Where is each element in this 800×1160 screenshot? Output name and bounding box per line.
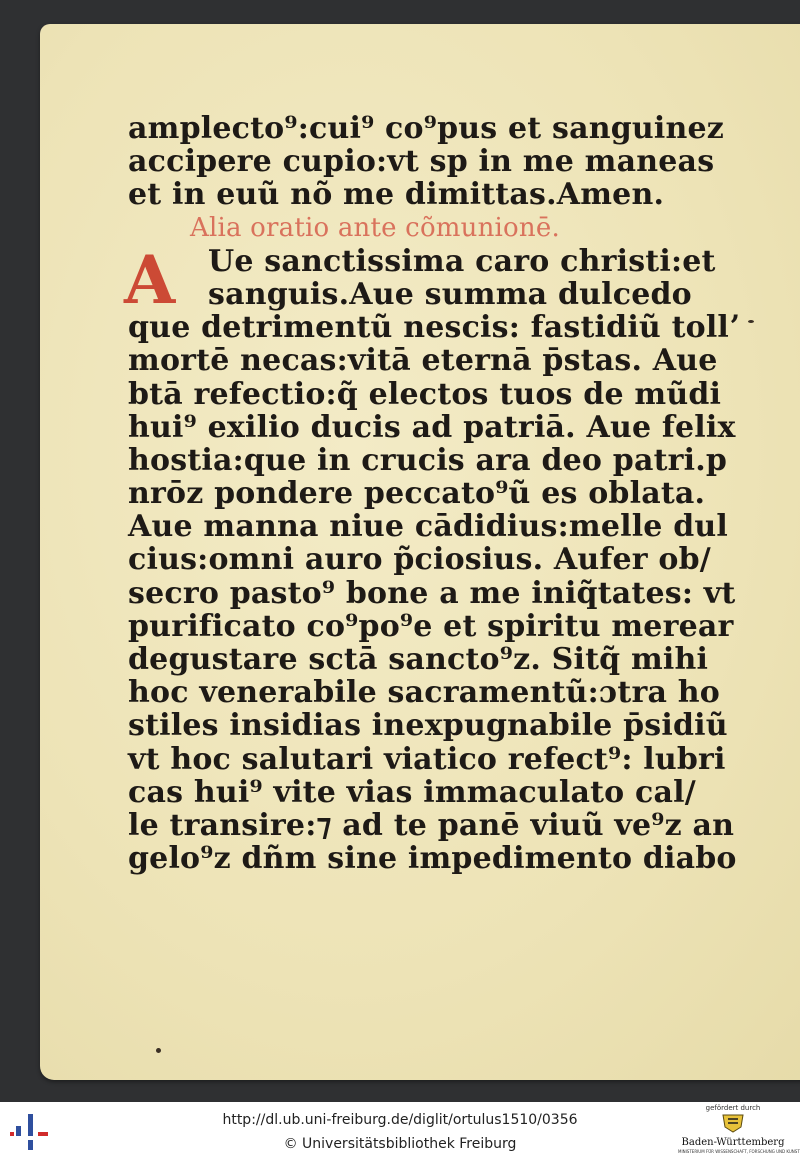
text-line: accipere cupio:vt sp in me maneas bbox=[128, 144, 715, 180]
text-line: cius:omni auro p̃ciosius. Aufer ob/ bbox=[128, 542, 711, 578]
text-line: secro pasto⁹ bone a me iniq̃tates: vt bbox=[128, 575, 736, 611]
initial-paragraph-start bbox=[124, 240, 716, 319]
page-text bbox=[124, 111, 740, 877]
text-line: que detrimentũ nescis: fastidiũ tollʼ bbox=[128, 310, 740, 346]
coat-of-arms-icon bbox=[720, 1113, 746, 1133]
decorated-initial: A bbox=[124, 240, 176, 319]
permalink-link[interactable]: http://dl.ub.uni-freiburg.de/diglit/ortulus1510/0356 bbox=[222, 1112, 578, 1128]
text-line: gelo⁹z dñm sine impedimento diabo bbox=[128, 841, 737, 877]
copyright-text: © Universitätsbibliothek Freiburg bbox=[283, 1136, 517, 1152]
text-line: hui⁹ exilio ducis ad patriā. Aue felix bbox=[128, 409, 736, 445]
paper-speck bbox=[748, 320, 754, 323]
text-line: cas hui⁹ vite vias immaculato cal/ bbox=[128, 774, 696, 810]
sponsor-logo bbox=[678, 1104, 800, 1158]
text-line: le transire:⁊ ad te panē viuũ ve⁹z an bbox=[128, 807, 735, 843]
rubric-heading: Alia oratio ante cõmunionē. bbox=[190, 212, 560, 243]
text-line: purificato co⁹po⁹e et spiritu merear bbox=[128, 608, 734, 644]
text-line: et in euũ nõ me dimittas.Amen. bbox=[128, 177, 665, 213]
text-line: nrōz pondere peccato⁹ũ es oblata. bbox=[128, 476, 706, 512]
text-line: Ue sanctissima caro christi:et bbox=[208, 243, 716, 279]
text-line: Aue manna niue cādidius:melle dul bbox=[128, 509, 729, 545]
text-line: vt hoc salutari viatico refect⁹: lubri bbox=[128, 741, 726, 777]
footer-bar bbox=[0, 1102, 800, 1160]
text-line: stiles insidias inexpugnabile p̄sidiũ bbox=[128, 708, 728, 744]
sponsor-name: Baden-Württemberg bbox=[681, 1137, 785, 1148]
text-line: hostia:que in crucis ara deo patri.p bbox=[128, 442, 728, 478]
text-line: amplecto⁹:cui⁹ co⁹pus et sanguinez bbox=[128, 111, 725, 146]
text-line: mortē necas:vitā eternā p̄stas. Aue bbox=[128, 343, 718, 379]
paper-speck bbox=[156, 1048, 161, 1053]
text-line: hoc venerabile sacramentũ:ɔtra ho bbox=[128, 675, 720, 711]
text-line: degustare sctā sancto⁹z. Sitq̃ mihi bbox=[128, 642, 709, 677]
text-line: btā refectio:q̃ electos tuos de mũdi bbox=[128, 376, 722, 412]
sponsor-caption: gefördert durch bbox=[705, 1104, 761, 1112]
text-line: sanguis.Aue summa dulcedo bbox=[208, 276, 692, 312]
sponsor-ministry: MINISTERIUM FÜR WISSENSCHAFT, FORSCHUNG UND KUNST bbox=[678, 1149, 800, 1154]
